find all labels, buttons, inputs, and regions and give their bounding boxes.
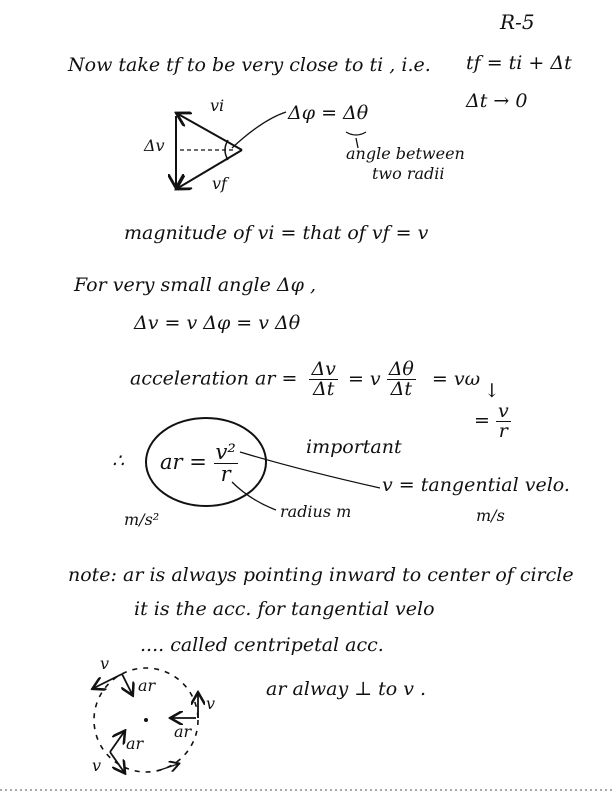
centripetal-lhs: ar = [160, 450, 207, 474]
vf-label: vf [212, 174, 227, 193]
equals-v-omega: = vω [431, 367, 481, 390]
delta-phi-equation: Δφ = Δθ [288, 102, 369, 124]
v-label-right: v [206, 694, 216, 713]
equals-v: = v [347, 367, 381, 390]
intro-equation-dt: Δt → 0 [466, 90, 528, 112]
radius-label: radius m [280, 502, 352, 521]
acceleration-units: m/s² [124, 510, 160, 529]
acceleration-equation [130, 360, 480, 399]
v-squared: v² [215, 440, 236, 464]
dtheta-dt-numerator: Δθ [388, 358, 414, 380]
v-label-top: v [100, 654, 110, 673]
dtheta-dt-fraction [387, 360, 416, 399]
note-line1: note: ar is always pointing inward to center of circle [68, 564, 574, 586]
tangential-velocity-label: v = tangential velo. [382, 474, 570, 496]
intro-equation-tf: tf = ti + Δt [466, 52, 572, 74]
perpendicular-statement: ar alway ⊥ to v . [266, 678, 427, 700]
dv-dt-fraction [309, 360, 337, 399]
delta-v-label: Δv [144, 136, 165, 155]
v-squared-over-r [214, 442, 238, 485]
ar-label-top: ar [138, 676, 156, 695]
dtheta-dt-denominator: Δt [390, 378, 412, 400]
dv-dt-numerator: Δv [311, 358, 336, 380]
angle-note-line2: two radii [372, 164, 445, 183]
note-line3: .... called centripetal acc. [140, 634, 384, 656]
ar-label-bottom: ar [126, 734, 144, 753]
small-angle-line: For very small angle Δφ , [74, 274, 317, 296]
therefore-symbol: ∴ [112, 450, 125, 472]
accel-vector-top [122, 674, 132, 694]
dv-dt-denominator: Δt [312, 378, 335, 400]
vi-label: vi [210, 96, 225, 115]
v-label-bottom: v [92, 756, 102, 775]
velocity-vector-bottom [110, 752, 124, 772]
v-over-r-result [474, 402, 511, 441]
magnitude-line: magnitude of vi = that of vf = v [124, 222, 429, 244]
ar-label-right: ar [174, 722, 192, 741]
v-over-r-equals: = [474, 409, 490, 432]
velocity-vector-top [94, 674, 122, 688]
angle-leader-line [232, 112, 286, 148]
important-label: important [306, 436, 402, 458]
scan-edge [0, 782, 612, 793]
acceleration-prefix: acceleration ar = [130, 367, 298, 390]
circle-center [144, 718, 148, 722]
radius-r: r [220, 462, 231, 486]
angle-note-line1: angle between [346, 144, 465, 163]
radius-leader-line [232, 482, 276, 510]
v-over-r-numerator: v [497, 400, 509, 422]
centripetal-equation [160, 442, 238, 485]
delta-v-equation: Δv = v Δφ = v Δθ [134, 312, 301, 334]
v-over-r-denominator: r [498, 420, 508, 442]
accel-vector-bottom [110, 732, 124, 752]
v-over-r-fraction [496, 402, 511, 441]
intro-line: Now take tf to be very close to ti , i.e. [68, 54, 431, 76]
vi-vector [178, 114, 242, 150]
down-arrow: ↓ [484, 380, 500, 402]
page-id: R-5 [500, 10, 535, 34]
velocity-units: m/s [476, 506, 505, 525]
note-line2: it is the acc. for tangential velo [134, 598, 435, 620]
direction-arrow [160, 764, 178, 770]
vf-vector [178, 150, 242, 188]
